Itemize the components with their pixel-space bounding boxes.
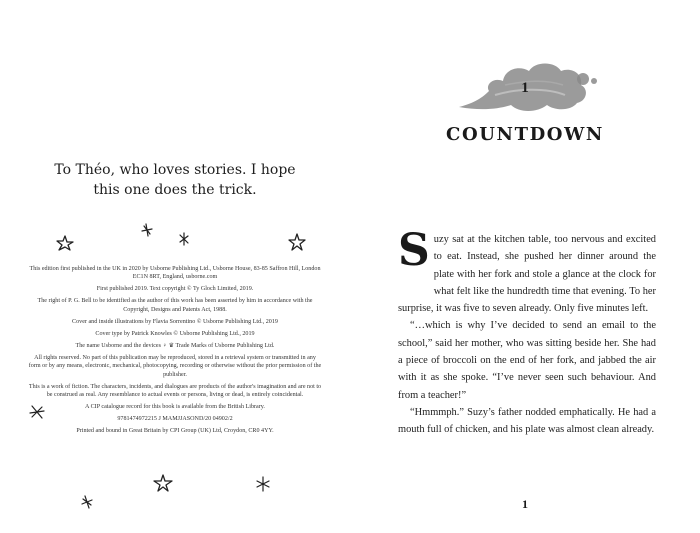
copyright-line: 9781474972215 J MAMJJASOND/20 04902/2 <box>117 416 233 423</box>
drop-cap: S <box>398 225 430 276</box>
page-number: 1 <box>522 497 528 511</box>
paragraph: “Hmmmph.” Suzy’s father nodded emphatically. He had a mouth full of chicken, and his plate was almost clean already. <box>398 406 656 436</box>
paragraph-text: uzy sat at the kitchen table, too nervous and excited to eat. Instead, she pushed her dinner around the plate with her fork and stole a glance at the clock for what felt like the hundredth time that evening. To her surprise, it was five to seven already. Only five minutes left. <box>398 234 656 315</box>
copyright-line: First published 2019. Text copyright © Ty Gloch Limited, 2019. <box>96 286 254 293</box>
copyright-line: This edition first published in the UK in 2020 by Usborne Publishing Ltd., Usborne House, 83-85 Saffron Hill, London EC1N 8RT, England, usborne.com <box>29 266 321 281</box>
star-icon <box>152 473 174 493</box>
copyright-line: All rights reserved. No part of this publication may be reproduced, stored in a retrieval system or transmitted in any form or by any means, electronic, mechanical, photocopying, recording or otherwise without the prior permission of the publisher. <box>28 355 322 378</box>
copyright-line: A CIP catalogue record for this book is available from the British Library. <box>85 404 265 411</box>
sparkle-icon <box>80 494 94 510</box>
chapter-number: 1 <box>521 80 529 96</box>
star-icon <box>287 233 307 251</box>
sparkle-icon <box>140 222 154 238</box>
copyright-line: Cover type by Patrick Knowles © Usborne Publishing Ltd., 2019 <box>95 330 255 337</box>
copyright-line: The right of P. G. Bell to be identified as the author of this work has been asserted by him in accordance with the Copyright, Designs and Patents Act, 1988. <box>37 298 313 313</box>
copyright-line: This is a work of fiction. The characters, incidents, and dialogues are products of the author's imagination and are not to be construed as real. Any resemblance to actual events or persons, living or dead, is entirely coincidental. <box>28 383 322 399</box>
copyright-block <box>28 265 322 440</box>
sparkle-icon <box>255 476 271 492</box>
chapter-body <box>398 225 656 439</box>
paragraph <box>398 225 656 317</box>
star-icon <box>54 234 76 252</box>
copyright-line: Printed and bound in Great Britain by CPI Group (UK) Ltd, Croydon, CR0 4YY. <box>76 428 274 435</box>
chapter-title: COUNTDOWN <box>446 124 604 145</box>
copyright-line: Cover and inside illustrations by Flavia Sorrentino © Usborne Publishing Ltd., 2019 <box>72 318 278 325</box>
sparkle-icon <box>177 232 191 246</box>
right-page <box>350 0 700 533</box>
sparkle-icon <box>28 403 46 421</box>
copyright-line: The name Usborne and the devices ♀ ♛ Trade Marks of Usborne Publishing Ltd. <box>75 343 275 350</box>
paragraph: “…which is why I’ve decided to send an email to the school,” said her mother, who was sitting beside her. She had a piece of broccoli on the end of her fork, and jabbed the air with it as she spoke. “I’ve never seen such behaviour. And from a teacher!” <box>398 320 656 401</box>
dedication: To Théo, who loves stories. I hope this one does the trick. <box>54 162 296 198</box>
